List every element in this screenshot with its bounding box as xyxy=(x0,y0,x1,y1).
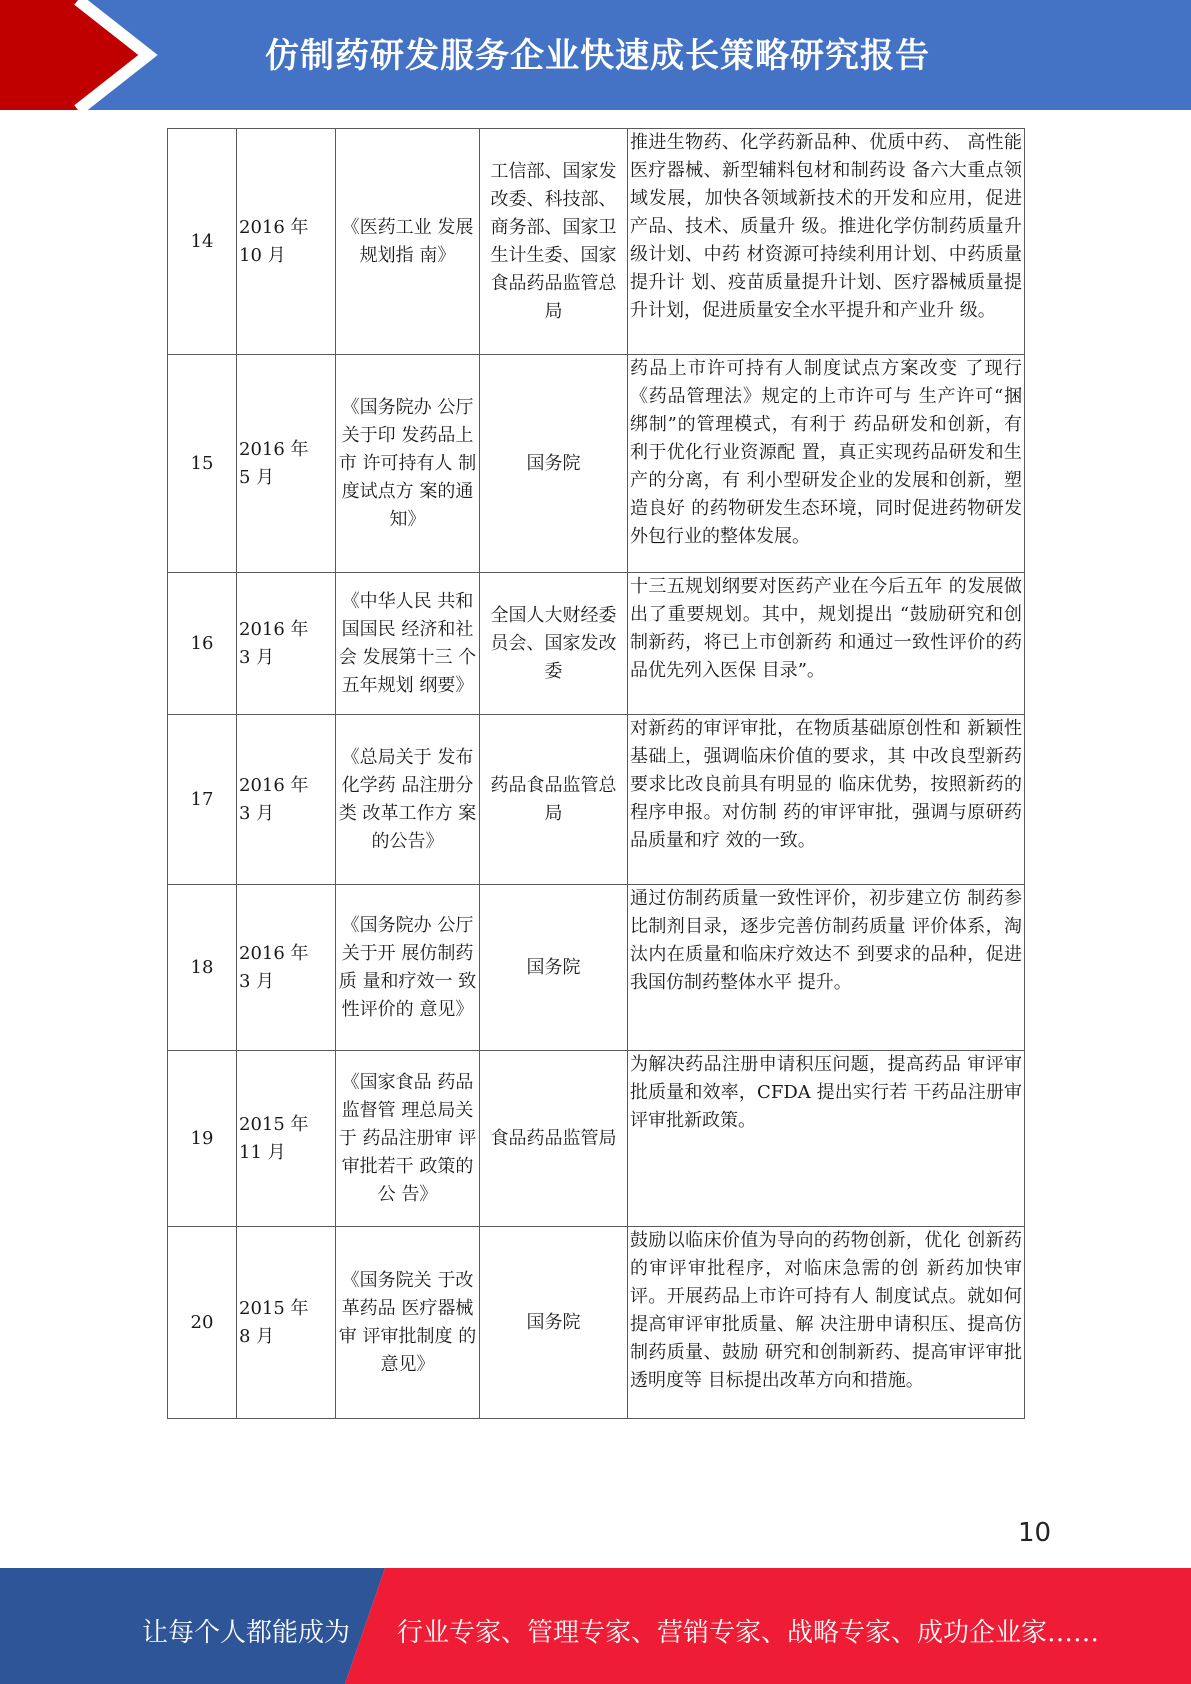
date-month: 10 月 xyxy=(239,244,286,266)
date-year: 2016 年 xyxy=(239,618,309,640)
policy-description: 通过仿制药质量一致性评价，初步建立仿 制药参比制剂目录，逐步完善仿制药质量 评价体系，淘汰内在质量和临床疗效达不 到要求的品种，促进我国仿制药整体水平 提升。 xyxy=(628,885,1025,1051)
row-number: 20 xyxy=(168,1227,237,1419)
issuing-department: 国务院 xyxy=(480,885,628,1051)
page-header xyxy=(0,0,1191,110)
policy-description: 推进生物药、化学药新品种、优质中药、 高性能医疗器械、新型辅料包材和制药设 备六大重点领域发展，加快各领域新技术的开发和应用，促进产品、技术、质量升 级。推进化学仿制药质量升级计划、中药 材资源可持续利用计划、中药质量提升计 划、疫苗质量提升计划、医疗器械质量提 升计划，促进质量安全水平提升和产业升 级。 xyxy=(628,129,1025,355)
policy-document: 《中华人民 共和国国民 经济和社会 发展第十三 个五年规划 纲要》 xyxy=(336,573,480,715)
table-row xyxy=(168,1227,1025,1419)
row-number: 19 xyxy=(168,1051,237,1227)
date-month: 3 月 xyxy=(239,646,275,668)
issuing-department: 药品食品监管总局 xyxy=(480,715,628,885)
policy-document: 《国务院办 公厅关于印 发药品上市 许可持有人 制度试点方 案的通知》 xyxy=(336,355,480,573)
date-year: 2016 年 xyxy=(239,438,309,460)
footer-slogan-right: 行业专家、管理专家、营销专家、战略专家、成功企业家…… xyxy=(397,1618,1100,1648)
date-year: 2015 年 xyxy=(239,1297,309,1319)
date-month: 3 月 xyxy=(239,970,275,992)
row-number: 15 xyxy=(168,355,237,573)
date-month: 11 月 xyxy=(239,1141,286,1163)
issue-date xyxy=(237,129,336,355)
policy-document: 《医药工业 发展规划指 南》 xyxy=(336,129,480,355)
date-year: 2016 年 xyxy=(239,216,309,238)
date-month: 8 月 xyxy=(239,1325,275,1347)
row-number: 17 xyxy=(168,715,237,885)
report-title: 仿制药研发服务企业快速成长策略研究报告 xyxy=(265,36,930,76)
issue-date xyxy=(237,715,336,885)
issue-date xyxy=(237,355,336,573)
issuing-department: 国务院 xyxy=(480,355,628,573)
issue-date xyxy=(237,1051,336,1227)
date-year: 2016 年 xyxy=(239,774,309,796)
table-row xyxy=(168,1051,1025,1227)
policy-document: 《总局关于 发布化学药 品注册分类 改革工作方 案的公告》 xyxy=(336,715,480,885)
policy-document: 《国家食品 药品监督管 理总局关于 药品注册审 评审批若干 政策的公 告》 xyxy=(336,1051,480,1227)
row-number: 14 xyxy=(168,129,237,355)
date-month: 3 月 xyxy=(239,802,275,824)
policy-description: 药品上市许可持有人制度试点方案改变 了现行《药品管理法》规定的上市许可与 生产许可“捆绑制”的管理模式，有利于 药品研发和创新，有利于优化行业资源配 置，真正实现药品研发和生产的分离，有 利小型研发企业的发展和创新，塑造良好 的药物研发生态环境，同时促进药物研发 外包行业的整体发展。 xyxy=(628,355,1025,573)
policy-description: 对新药的审评审批，在物质基础原创性和 新颖性基础上，强调临床价值的要求，其 中改良型新药要求比改良前具有明显的 临床优势，按照新药的程序申报。对仿制 药的审评审批，强调与原研药品质量和疗 效的一致。 xyxy=(628,715,1025,885)
issue-date xyxy=(237,1227,336,1419)
table-row xyxy=(168,715,1025,885)
policy-document: 《国务院关 于改革药品 医疗器械审 评审批制度 的意见》 xyxy=(336,1227,480,1419)
table-row xyxy=(168,129,1025,355)
table-row xyxy=(168,885,1025,1051)
table-row xyxy=(168,573,1025,715)
page-number: 10 xyxy=(1018,1518,1052,1548)
footer-slogan-left: 让每个人都能成为 xyxy=(142,1618,351,1648)
table-row xyxy=(168,355,1025,573)
policy-description: 鼓励以临床价值为导向的药物创新，优化 创新药的审评审批程序，对临床急需的创 新药加快审评。开展药品上市许可持有人 制度试点。就如何提高审评审批质量、解 决注册申请积压、提高仿制药质量、鼓励 研究和创制新药、提高审评审批透明度等 目标提出改革方向和措施。 xyxy=(628,1227,1025,1419)
date-month: 5 月 xyxy=(239,466,275,488)
row-number: 18 xyxy=(168,885,237,1051)
policy-description: 十三五规划纲要对医药产业在今后五年 的发展做出了重要规划。其中，规划提出 “鼓励研究和创制新药，将已上市创新药 和通过一致性评价的药品优先列入医保 目录”。 xyxy=(628,573,1025,715)
issuing-department: 食品药品监管局 xyxy=(480,1051,628,1227)
date-year: 2015 年 xyxy=(239,1113,309,1135)
issue-date xyxy=(237,573,336,715)
issue-date xyxy=(237,885,336,1051)
row-number: 16 xyxy=(168,573,237,715)
issuing-department: 国务院 xyxy=(480,1227,628,1419)
page-footer xyxy=(0,1568,1191,1684)
issuing-department: 工信部、国家发改委、科技部、商务部、国家卫生计生委、国家食品药品监管总局 xyxy=(480,129,628,355)
policy-table xyxy=(167,128,1025,1419)
date-year: 2016 年 xyxy=(239,942,309,964)
issuing-department: 全国人大财经委员会、国家发改委 xyxy=(480,573,628,715)
policy-document: 《国务院办 公厅关于开 展仿制药质 量和疗效一 致性评价的 意见》 xyxy=(336,885,480,1051)
policy-description: 为解决药品注册申请积压问题，提高药品 审评审批质量和效率，CFDA 提出实行若 干药品注册审评审批新政策。 xyxy=(628,1051,1025,1227)
